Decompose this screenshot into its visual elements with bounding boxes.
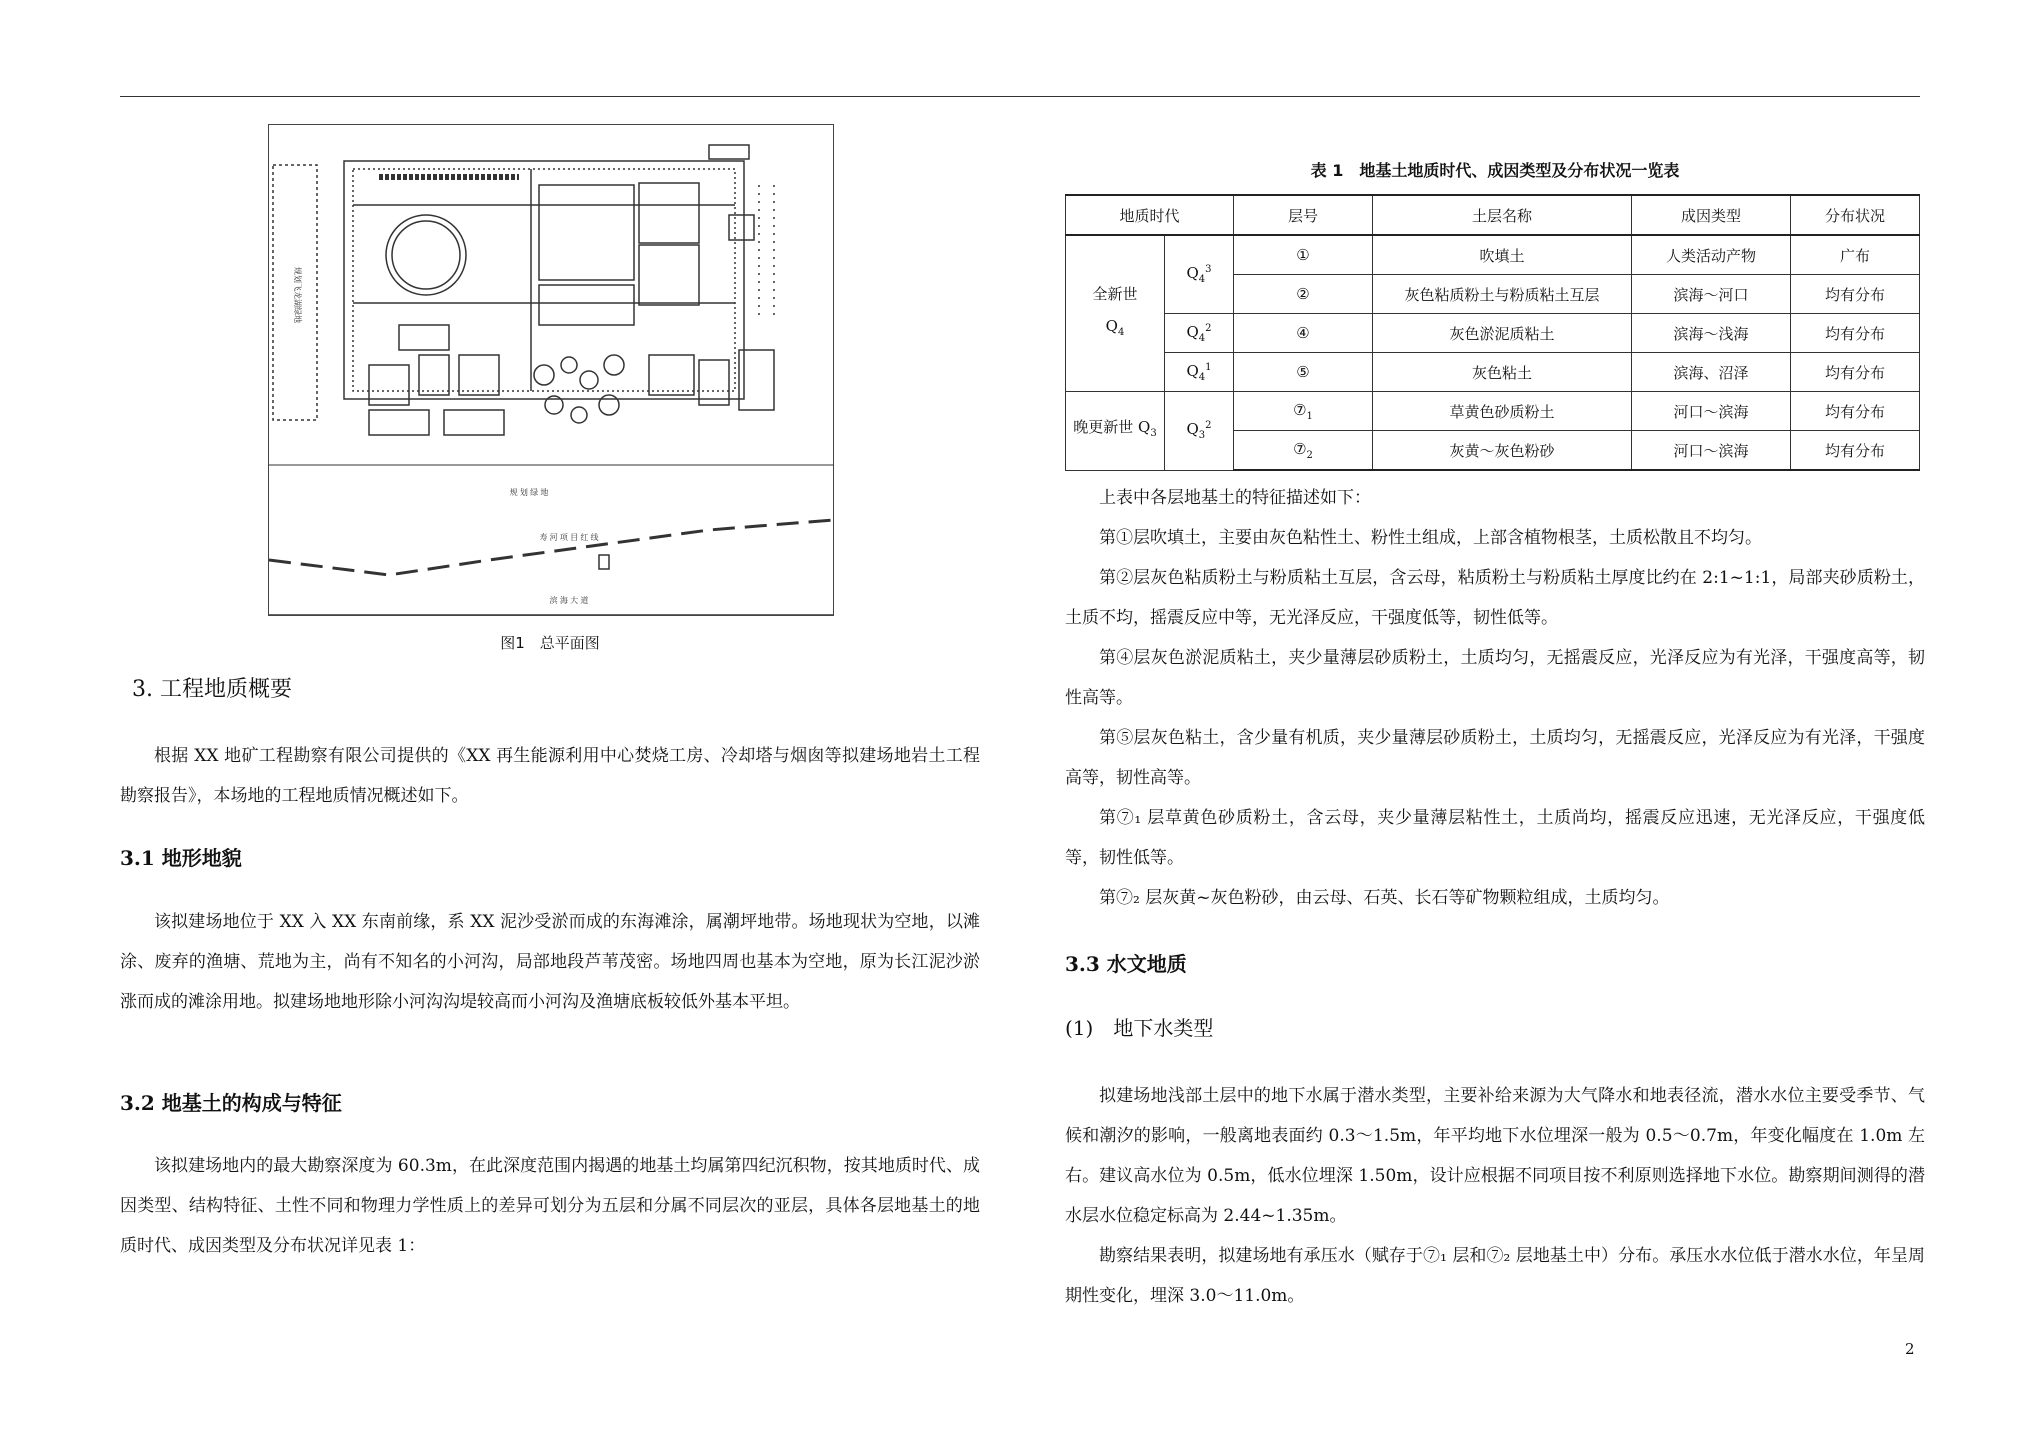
- layer-no: ①: [1234, 235, 1373, 275]
- layer-desc-4: 第④层灰色淤泥质粘土，夹少量薄层砂质粉土，土质均匀，无摇震反应，光泽反应为有光泽，干强度高等，韧性高等。: [1065, 648, 1925, 708]
- layer-desc-7-2: 第⑦₂ 层灰黄~灰色粉砂，由云母、石英、长石等矿物颗粒组成，土质均匀。: [1099, 888, 1670, 908]
- layer-no: $⑦_2$: [1234, 431, 1373, 471]
- section-3-3-sub1: (1) 地下水类型: [1065, 1016, 1214, 1040]
- layer-dist: 广布: [1791, 235, 1920, 275]
- table-row: [1066, 314, 1920, 353]
- section-3-3-p2: 勘察结果表明，拟建场地有承压水（赋存于⑦₁ 层和⑦₂ 层地基土中）分布。承压水水位低于潜水水位，年呈周期性变化，埋深 3.0～11.0m。: [1065, 1246, 1925, 1306]
- table-row: [1066, 235, 1920, 275]
- layer-no: $⑦_1$: [1234, 392, 1373, 431]
- site-plan-figure: [268, 124, 834, 616]
- section-3-2-text: 该拟建场地内的最大勘察深度为 60.3m，在此深度范围内揭遇的地基土均属第四纪沉积物，按其地质时代、成因类型、结构特征、土性不同和物理力学性质上的差异可划分为五层和分属不同层次的亚层，具体各层地基土的地质时代、成因类型及分布状况详见表 1：: [120, 1156, 980, 1256]
- table-header-row: [1066, 195, 1920, 235]
- layer-origin: 人类活动产物: [1632, 235, 1791, 275]
- layer-desc-5: 第⑤层灰色粘土，含少量有机质，夹少量薄层砂质粉土，土质均匀，无摇震反应，光泽反应为有光泽，干强度高等，韧性高等。: [1065, 728, 1925, 788]
- section-3-title: 3. 工程地质概要: [132, 677, 292, 702]
- layer-desc-2: 第②层灰色粘质粉土与粉质粘土互层，含云母，粘质粉土与粉质粘土厚度比约在 2:1~1:1，局部夹砂质粉土，土质不均，摇震反应中等，无光泽反应，干强度低等，韧性低等。: [1065, 568, 1925, 628]
- subera-q3-2: $Q_3^2$: [1165, 392, 1234, 471]
- road-label-1: 规 划 绿 地: [509, 488, 549, 497]
- section-3-intro: 根据 XX 地矿工程勘察有限公司提供的《XX 再生能源利用中心焚烧工房、冷却塔与烟囱等拟建场地岩土工程勘察报告》，本场地的工程地质情况概述如下。: [120, 746, 980, 806]
- header-cell: 分布状况: [1791, 195, 1920, 235]
- table-1: [1065, 194, 1920, 471]
- layer-dist: 均有分布: [1791, 314, 1920, 353]
- layer-dist: 均有分布: [1791, 392, 1920, 431]
- section-3-1-text: 该拟建场地位于 XX 入 XX 东南前缘，系 XX 泥沙受淤而成的东海滩涂，属潮坪地带。场地现状为空地，以滩涂、废弃的渔塘、荒地为主，尚有不知名的小河沟，局部地段芦苇茂密。场地四周也基本为空地，原为长江泥沙淤涨而成的滩涂用地。拟建场地地形除小河沟沟堤较高而小河沟及渔塘底板较低外基本平坦。: [120, 912, 980, 1012]
- layer-name: 吹填土: [1373, 235, 1632, 275]
- site-plan-drawing: [269, 125, 833, 615]
- section-3-3-p1: 拟建场地浅部土层中的地下水属于潜水类型，主要补给来源为大气降水和地表径流，潜水水位主要受季节、气候和潮汐的影响，一般离地表面约 0.3～1.5m，年平均地下水位埋深一般为 0.5～0.7m，年变化幅度在 1.0m 左右。建议高水位为 0.5m，低水位埋深 1.50m，设计应根据不同项目按不利原则选择地下水位。勘察期间测得的潜水层水位稳定标高为 2.44~1.35m。: [1065, 1086, 1925, 1226]
- subera-q4-3: $Q_4^3$: [1165, 235, 1234, 314]
- layer-origin: 河口～滨海: [1632, 431, 1791, 471]
- header-cell: 土层名称: [1373, 195, 1632, 235]
- table-row: [1066, 392, 1920, 431]
- layer-desc-7-1: 第⑦₁ 层草黄色砂质粉土，含云母，夹少量薄层粘性土，土质尚均，摇震反应迅速，无光泽反应，干强度低等，韧性低等。: [1065, 808, 1925, 868]
- header-cell: 层号: [1234, 195, 1373, 235]
- header-rule: [120, 96, 1920, 97]
- layer-name: 灰色粘土: [1373, 353, 1632, 392]
- layer-origin: 河口～滨海: [1632, 392, 1791, 431]
- layer-name: 灰色淤泥质粘土: [1373, 314, 1632, 353]
- era-late-pleistocene: 晚更新世 $Q_3$: [1066, 392, 1165, 471]
- greenbelt-label: 规划飞龙湖绿地: [293, 267, 302, 323]
- subera-q4-2: $Q_4^2$: [1165, 314, 1234, 353]
- layer-desc-1: 第①层吹填土，主要由灰色粘性土、粉性土组成，上部含植物根茎，土质松散且不均匀。: [1099, 528, 1762, 548]
- layer-origin: 滨海～浅海: [1632, 314, 1791, 353]
- layer-no: ⑤: [1234, 353, 1373, 392]
- subera-q4-1: $Q_4^1$: [1165, 353, 1234, 392]
- era-holocene: 全新世 $Q_4$: [1066, 235, 1165, 392]
- layer-origin: 滨海、沼泽: [1632, 353, 1791, 392]
- layer-no: ④: [1234, 314, 1373, 353]
- section-3-3-title: 3.3 水文地质: [1065, 952, 1187, 976]
- header-cell: 成因类型: [1632, 195, 1791, 235]
- road-label-3: 滨 海 大 道: [549, 596, 589, 605]
- layer-no: ②: [1234, 275, 1373, 314]
- page-number: 2: [1905, 1340, 1915, 1358]
- layer-name: 灰黄～灰色粉砂: [1373, 431, 1632, 471]
- road-label-2: 寿 河 项 目 红 线: [539, 533, 599, 542]
- section-3-2-title: 3.2 地基土的构成与特征: [120, 1091, 342, 1115]
- header-cell: 地质时代: [1066, 195, 1234, 235]
- layer-dist: 均有分布: [1791, 275, 1920, 314]
- layer-desc-intro: 上表中各层地基土的特征描述如下：: [1099, 488, 1371, 508]
- layer-name: 草黄色砂质粉土: [1373, 392, 1632, 431]
- section-3-1-title: 3.1 地形地貌: [120, 846, 242, 870]
- layer-origin: 滨海～河口: [1632, 275, 1791, 314]
- table-1-title: 表 1 地基土地质时代、成因类型及分布状况一览表: [1310, 161, 1680, 180]
- layer-dist: 均有分布: [1791, 431, 1920, 471]
- table-row: [1066, 353, 1920, 392]
- layer-name: 灰色粘质粉土与粉质粘土互层: [1373, 275, 1632, 314]
- layer-dist: 均有分布: [1791, 353, 1920, 392]
- figure-caption: 图1 总平面图: [500, 634, 600, 652]
